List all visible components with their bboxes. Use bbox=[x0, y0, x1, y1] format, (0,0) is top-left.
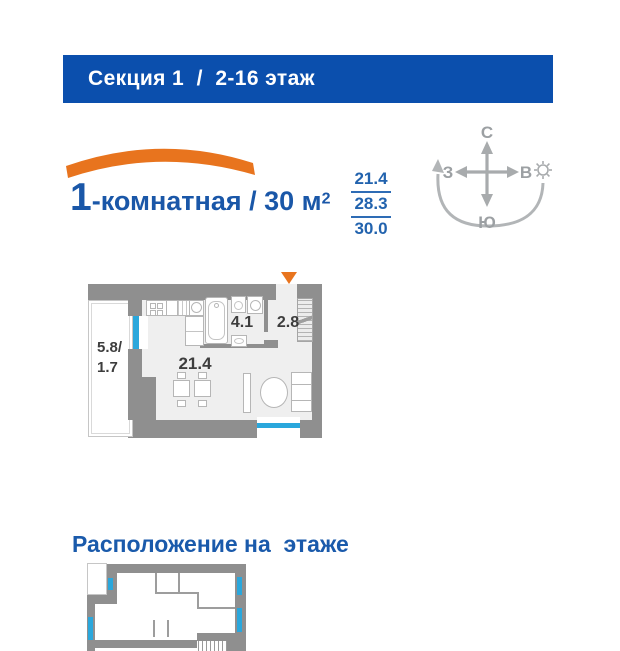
mini-window bbox=[88, 617, 93, 641]
title-text: -комнатная / 30 м bbox=[91, 186, 322, 216]
wall-balcony-b bbox=[128, 349, 142, 377]
orange-arc bbox=[64, 139, 256, 179]
kitchen-sink-icon bbox=[189, 301, 203, 315]
floor-location-heading: Расположение на этаже bbox=[72, 531, 349, 557]
balcony-area-label: 5.8/ 1.7 bbox=[97, 339, 123, 376]
title-sup: 2 bbox=[321, 190, 331, 208]
compass-east-label: В bbox=[519, 163, 533, 182]
bathtub-icon bbox=[205, 297, 228, 344]
entrance-opening bbox=[276, 284, 297, 300]
table-icon bbox=[173, 380, 190, 397]
dish-rack-icon bbox=[177, 301, 189, 315]
mini-partition bbox=[153, 620, 155, 637]
washer-icon bbox=[247, 296, 263, 314]
mini-partition bbox=[178, 573, 180, 594]
sun-icon bbox=[534, 161, 552, 179]
room-area-label: 21.4 bbox=[178, 354, 212, 373]
bathroom-area-label: 4.1 bbox=[230, 314, 254, 331]
shelf-icon bbox=[243, 373, 251, 413]
mini-window bbox=[237, 608, 242, 632]
area-no-balcony: 28.3 bbox=[351, 193, 391, 218]
area-total: 30.0 bbox=[354, 219, 388, 238]
floor-plan bbox=[88, 272, 322, 440]
wall-balcony-c bbox=[128, 377, 156, 420]
rooms-count: 1 bbox=[70, 176, 92, 219]
mini-partition bbox=[199, 607, 235, 609]
window-sill bbox=[257, 428, 300, 431]
mini-wall-corner bbox=[227, 633, 246, 651]
table-icon bbox=[194, 380, 211, 397]
toilet-icon bbox=[231, 296, 246, 313]
mini-wall-bottom-left bbox=[87, 640, 197, 648]
wall-bottom-left bbox=[128, 420, 257, 438]
sofa-icon bbox=[291, 372, 312, 412]
section-header bbox=[63, 55, 553, 103]
mini-balcony bbox=[87, 563, 107, 595]
mini-wall-top bbox=[107, 564, 236, 573]
compass-north-label: С bbox=[480, 126, 494, 142]
balcony bbox=[88, 300, 133, 437]
oval-table-icon bbox=[260, 377, 288, 408]
kitchen-counter bbox=[146, 300, 204, 316]
area-living: 21.4 bbox=[351, 168, 391, 193]
mini-partition bbox=[167, 620, 169, 637]
entrance-arrow-icon bbox=[281, 272, 297, 284]
counter-section bbox=[166, 301, 177, 315]
mini-stairs-icon bbox=[198, 641, 227, 651]
compass-west-label: З bbox=[442, 163, 454, 182]
chair-icon bbox=[198, 400, 207, 407]
compass-cross-icon bbox=[464, 154, 510, 194]
mini-partition bbox=[155, 573, 157, 594]
dining-set bbox=[170, 372, 217, 408]
balcony-door-leaf bbox=[139, 316, 148, 349]
mini-wall-step bbox=[87, 595, 117, 604]
area-ladder bbox=[351, 168, 391, 241]
wall-bottom-right bbox=[300, 420, 322, 438]
hallway-area-label: 2.8 bbox=[276, 314, 300, 331]
mini-window bbox=[108, 578, 113, 590]
mini-window bbox=[237, 577, 242, 595]
kitchen-cabinet bbox=[185, 316, 204, 346]
compass bbox=[430, 126, 555, 236]
bath-wall-right bbox=[264, 293, 268, 332]
chair-icon bbox=[177, 400, 186, 407]
mini-partition bbox=[155, 592, 199, 594]
section-header-label: Секция 1 / 2-16 этаж bbox=[88, 67, 315, 90]
compass-south-label: Ю bbox=[478, 213, 496, 232]
stove-icon bbox=[147, 301, 166, 315]
bath-wall-corner bbox=[264, 340, 278, 348]
floor-location-plan bbox=[85, 563, 246, 651]
bath-sink-icon bbox=[231, 335, 247, 347]
wall-right bbox=[312, 284, 322, 438]
wall-balcony-a bbox=[128, 300, 142, 316]
